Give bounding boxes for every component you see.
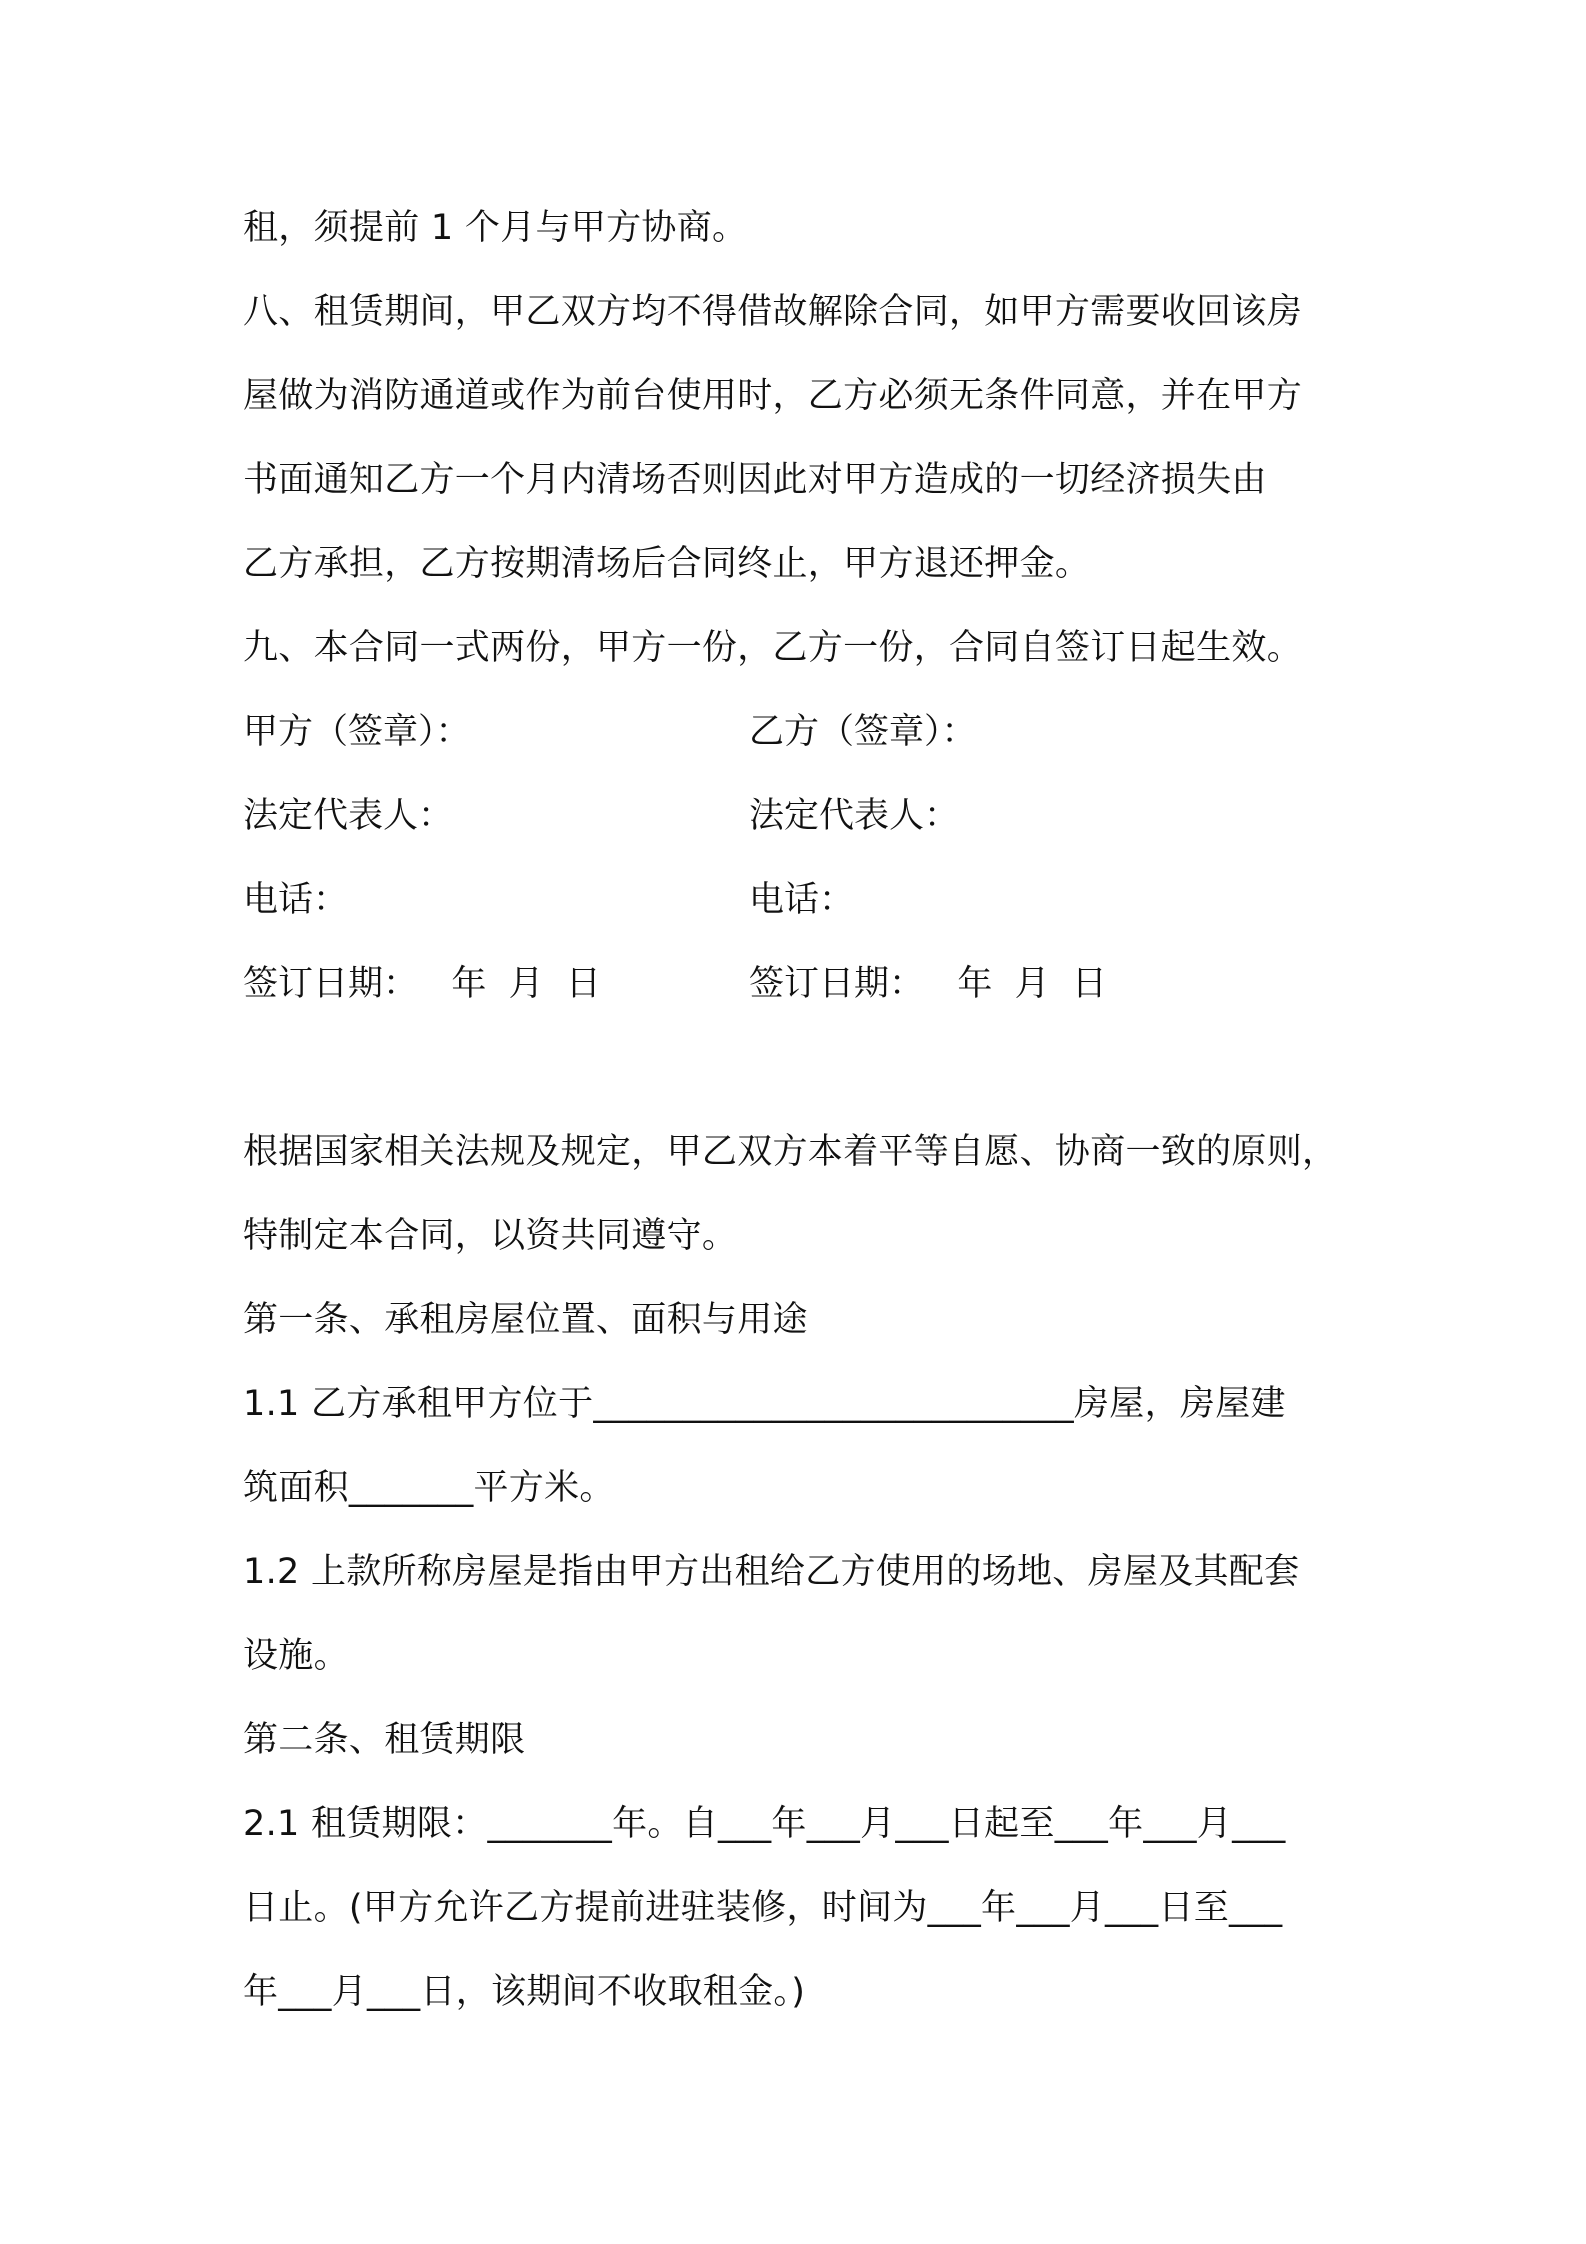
party-b-seal-label: 乙方（签章）： xyxy=(749,712,977,752)
clause-8-line-2: 屋做为消防通道或作为前台使用时，乙方必须无条件同意，并在甲方 xyxy=(243,376,1303,416)
party-a-seal-label: 甲方（签章）： xyxy=(243,712,471,752)
party-b-phone-label: 电话： xyxy=(749,880,855,920)
clause-2-1-line-2: 日止。(甲方允许乙方提前进驻装修，时间为___年___月___日至___ xyxy=(243,1888,1283,1928)
article-2-heading: 第二条、租赁期限 xyxy=(243,1720,526,1760)
clause-8-line-1: 八、租赁期间，甲乙双方均不得借故解除合同，如甲方需要收回该房 xyxy=(243,292,1303,332)
party-b-representative-label: 法定代表人： xyxy=(749,796,960,836)
party-a-date-label: 签订日期： 年 月 日 xyxy=(243,964,601,1004)
article-1-heading: 第一条、承租房屋位置、面积与用途 xyxy=(243,1300,808,1340)
clause-8-line-3: 书面通知乙方一个月内清场否则因此对甲方造成的一切经济损失由 xyxy=(243,460,1267,500)
clause-2-1-line-3: 年___月___日，该期间不收取租金。) xyxy=(243,1972,806,2012)
party-a-phone-label: 电话： xyxy=(243,880,349,920)
party-b-date-label: 签订日期： 年 月 日 xyxy=(749,964,1107,1004)
preamble-line-2: 特制定本合同，以资共同遵守。 xyxy=(243,1216,738,1256)
clause-1-1-line-2: 筑面积_______平方米。 xyxy=(243,1468,615,1508)
clause-8-line-4: 乙方承担，乙方按期清场后合同终止，甲方退还押金。 xyxy=(243,544,1091,584)
preamble-line-1: 根据国家相关法规及规定，甲乙双方本着平等自愿、协商一致的原则， xyxy=(243,1132,1338,1172)
clause-2-1-line-1: 2.1 租赁期限：_______年。自___年___月___日起至___年___月___ xyxy=(243,1804,1286,1844)
clause-1-2-line-2: 设施。 xyxy=(243,1636,349,1676)
text-line: 租，须提前 1 个月与甲方协商。 xyxy=(243,208,748,248)
clause-1-2-line-1: 1.2 上款所称房屋是指由甲方出租给乙方使用的场地、房屋及其配套 xyxy=(243,1552,1300,1592)
clause-1-1-line-1: 1.1 乙方承租甲方位于___________________________房屋，房屋建 xyxy=(243,1384,1286,1424)
party-a-representative-label: 法定代表人： xyxy=(243,796,454,836)
clause-9-line: 九、本合同一式两份，甲方一份，乙方一份，合同自签订日起生效。 xyxy=(243,628,1303,668)
